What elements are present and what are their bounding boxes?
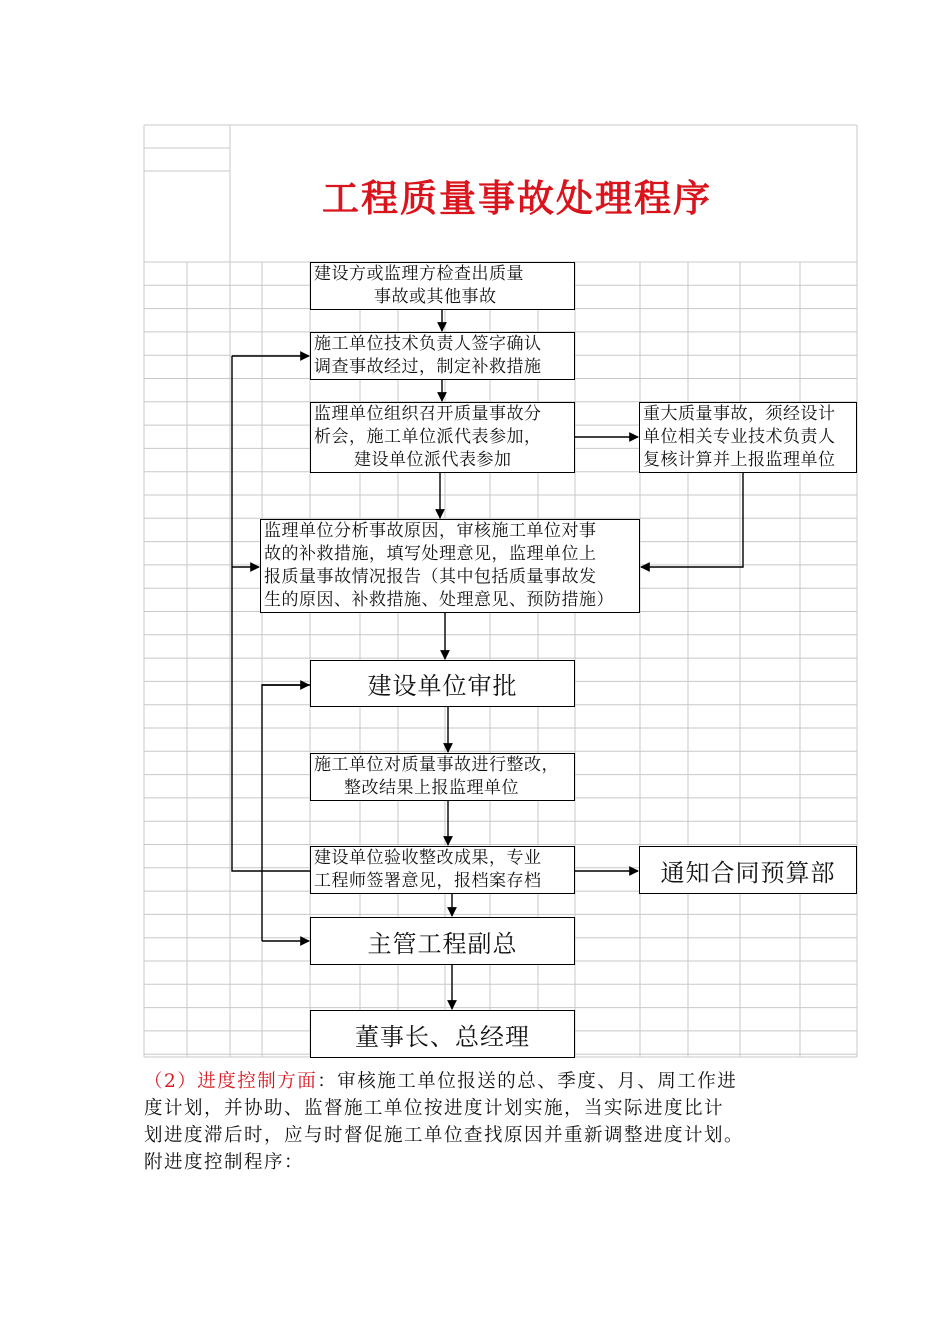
step-box-analysis-meeting [310,402,575,473]
step-text: 建设单位派代表参加 [354,450,512,470]
paragraph-text: ：审核施工单位报送的总、季度、月、周工作进 [317,1071,738,1092]
flowchart-title: 工程质量事故处理程序 [322,176,712,220]
step-text: 故的补救措施，填写处理意见，监理单位上 [264,544,597,564]
step-text: 复核计算并上报监理单位 [643,450,836,470]
section-label: （2）进度控制方面 [144,1071,318,1092]
step-text: 施工单位对质量事故进行整改， [314,755,559,775]
step-text: 建设方或监理方检查出质量 [314,264,524,284]
step-box-major-defect-review [639,402,857,473]
step-text: 主管工程副总 [367,929,518,958]
step-text: 工程师签署意见，报档案存档 [314,871,542,891]
paragraph-line [144,1068,814,1095]
step-text: 建设单位验收整改成果，专业 [314,848,542,868]
step-text: 生的原因、补救措施、处理意见、预防措施） [264,590,614,610]
step-box-contractor-confirm [310,332,575,380]
step-text: 事故或其他事故 [374,287,497,307]
step-text: 整改结果上报监理单位 [344,778,519,798]
progress-control-paragraph [144,1068,814,1176]
paragraph-line: 度计划，并协助、监督施工单位按进度计划实施，当实际进度比计 [144,1098,725,1119]
step-text: 重大质量事故，须经设计 [643,404,836,424]
step-text: 调查事故经过，制定补救措施 [314,357,542,377]
step-text: 监理单位组织召开质量事故分 [314,404,542,424]
step-text: 董事长、总经理 [355,1022,530,1051]
step-box-chairman-gm [310,1010,575,1058]
step-text: 报质量事故情况报告（其中包括质量事故发 [264,567,597,587]
paragraph-line: 划进度滞后时，应与时督促施工单位查找原因并重新调整进度计划。 [144,1125,745,1146]
step-box-supervisor-report [260,519,640,613]
step-box-rectification [310,753,575,801]
step-box-deputy-gm [310,917,575,965]
step-text: 监理单位分析事故原因，审核施工单位对事 [264,521,597,541]
step-box-notify-budget-dept [639,846,857,894]
step-box-defect-found [310,262,575,310]
step-text: 施工单位技术负责人签字确认 [314,334,542,354]
step-box-acceptance-archive [310,846,575,894]
step-text: 析会，施工单位派代表参加， [314,427,542,447]
step-box-owner-approval [310,660,575,707]
step-text: 建设单位审批 [367,672,518,700]
paragraph-line: 附进度控制程序： [144,1152,305,1173]
step-text: 单位相关专业技术负责人 [643,427,836,447]
step-text: 通知合同预算部 [660,858,836,887]
